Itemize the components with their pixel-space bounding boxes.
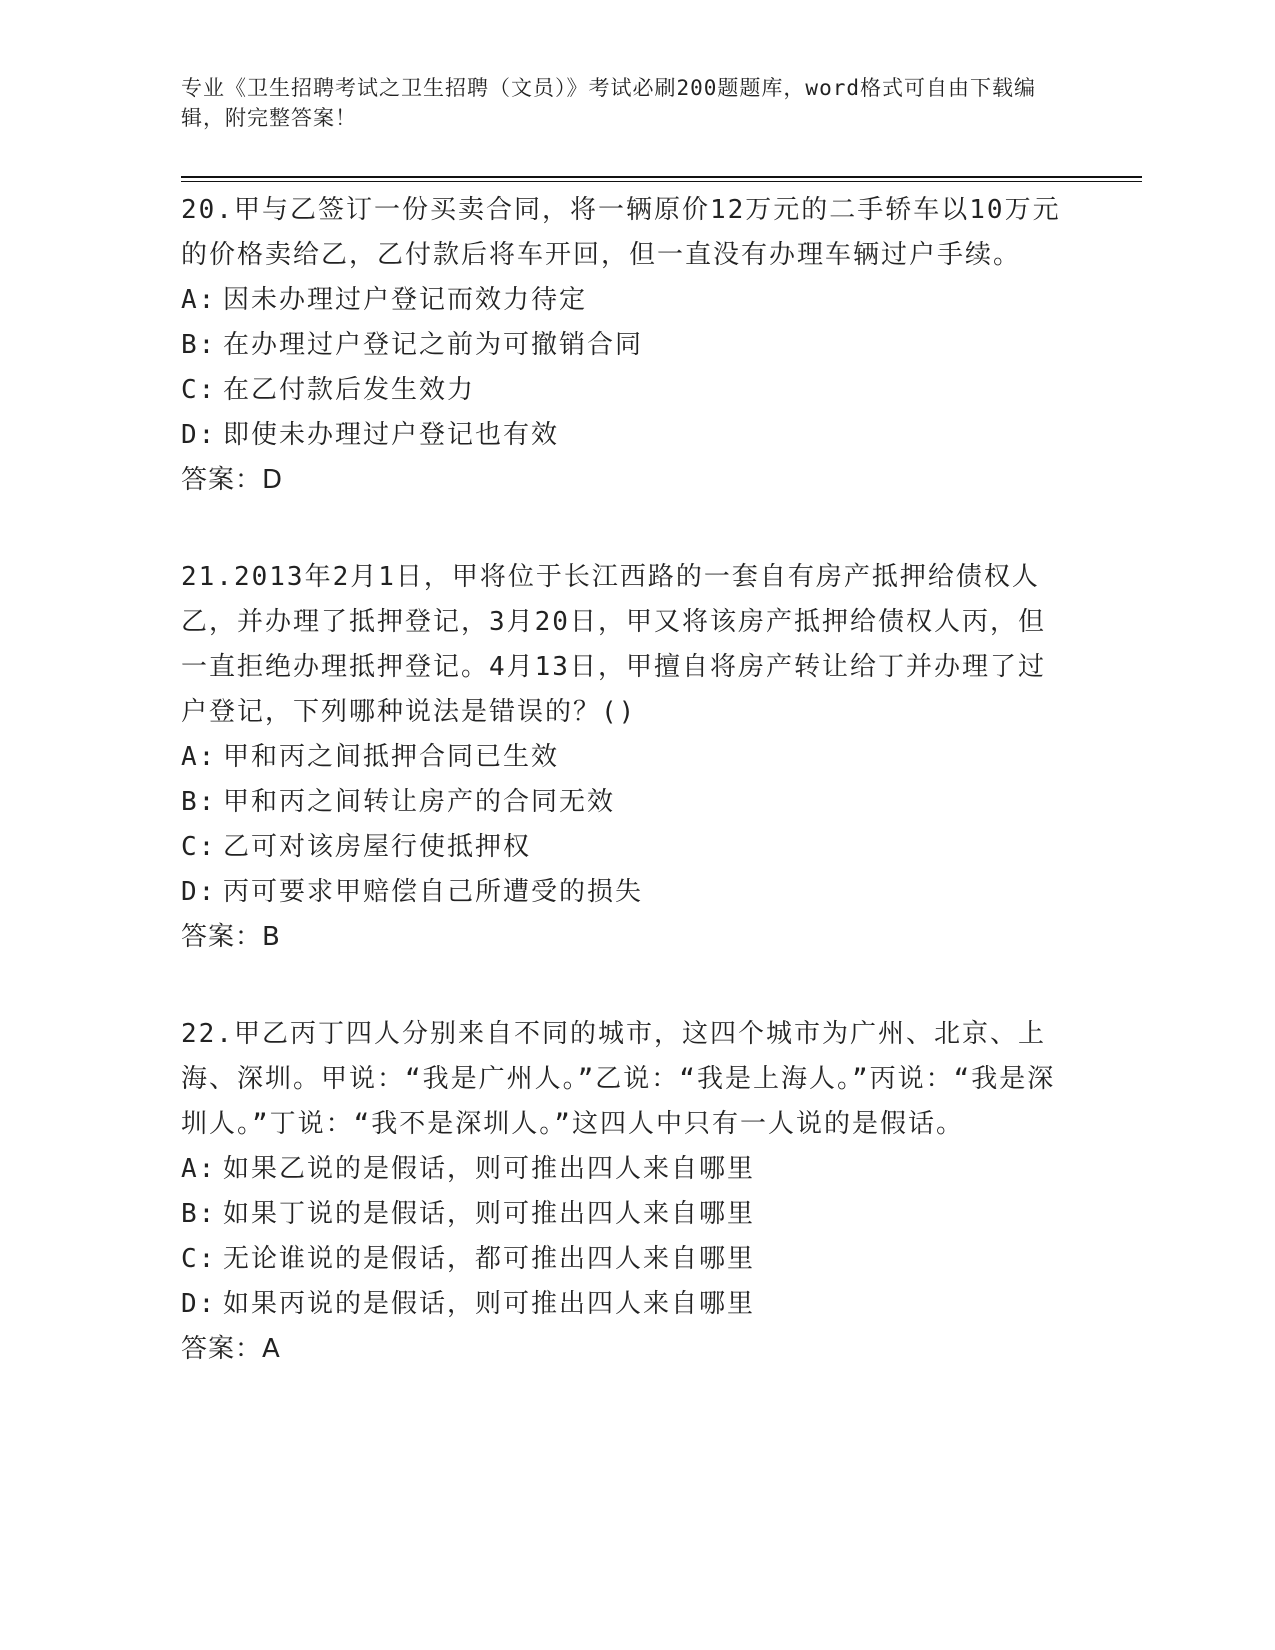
option-text: 在乙付款后发生效力 [223,375,476,405]
question-text: 20.甲与乙签订一份买卖合同，将一辆原价12万元的二手轿车以10万元的价格卖给乙，乙付款后将车开回，但一直没有办理车辆过户手续。 [181,195,1061,270]
option-letter: A: [181,742,217,772]
answer-line: 答案：A [181,1334,281,1364]
header-divider-thin [181,181,1142,182]
option-c [181,825,1061,870]
option-letter: B: [181,1199,217,1229]
question-20 [181,188,1061,503]
option-list [181,1147,1061,1327]
option-c [181,368,1061,413]
option-b [181,780,1061,825]
option-text: 丙可要求甲赔偿自己所遭受的损失 [223,877,644,907]
option-text: 甲和丙之间转让房产的合同无效 [223,787,616,817]
header-divider-thick [181,176,1142,178]
option-b [181,323,1061,368]
option-d [181,413,1061,458]
question-21 [181,555,1061,960]
option-letter: D: [181,420,217,450]
option-list [181,278,1061,458]
option-text: 如果丁说的是假话，则可推出四人来自哪里 [223,1199,756,1229]
answer-line: 答案：B [181,922,281,952]
option-letter: B: [181,330,217,360]
option-text: 乙可对该房屋行使抵押权 [223,832,532,862]
option-text: 甲和丙之间抵押合同已生效 [223,742,560,772]
option-a [181,278,1061,323]
option-b [181,1192,1061,1237]
questions-list [181,188,1061,1424]
question-text: 21.2013年2月1日，甲将位于长江西路的一套自有房产抵押给债权人乙，并办理了抵押登记，3月20日，甲又将该房产抵押给债权人丙，但一直拒绝办理抵押登记。4月13日，甲擅自将房产转让给丁并办理了过户登记，下列哪种说法是错误的？() [181,562,1046,727]
question-22 [181,1012,1061,1372]
option-letter: D: [181,877,217,907]
option-letter: C: [181,1244,217,1274]
option-letter: C: [181,375,217,405]
option-d [181,870,1061,915]
question-text: 22.甲乙丙丁四人分别来自不同的城市，这四个城市为广州、北京、上海、深圳。甲说：“我是广州人。”乙说：“我是上海人。”丙说：“我是深圳人。”丁说：“我不是深圳人。”这四人中只有一人说的是假话。 [181,1019,1056,1139]
option-text: 因未办理过户登记而效力待定 [223,285,588,315]
option-letter: B: [181,787,217,817]
option-d [181,1282,1061,1327]
option-letter: D: [181,1289,217,1319]
option-text: 即使未办理过户登记也有效 [223,420,560,450]
option-text: 在办理过户登记之前为可撤销合同 [223,330,644,360]
option-letter: C: [181,832,217,862]
option-text: 如果丙说的是假话，则可推出四人来自哪里 [223,1289,756,1319]
option-letter: A: [181,285,217,315]
option-text: 如果乙说的是假话，则可推出四人来自哪里 [223,1154,756,1184]
option-text: 无论谁说的是假话，都可推出四人来自哪里 [223,1244,756,1274]
answer-line: 答案：D [181,465,284,495]
document-header: 专业《卫生招聘考试之卫生招聘（文员）》考试必刷200题题库，word格式可自由下载编辑，附完整答案！ [181,76,1036,130]
option-a [181,735,1061,780]
option-list [181,735,1061,915]
option-c [181,1237,1061,1282]
option-letter: A: [181,1154,217,1184]
option-a [181,1147,1061,1192]
